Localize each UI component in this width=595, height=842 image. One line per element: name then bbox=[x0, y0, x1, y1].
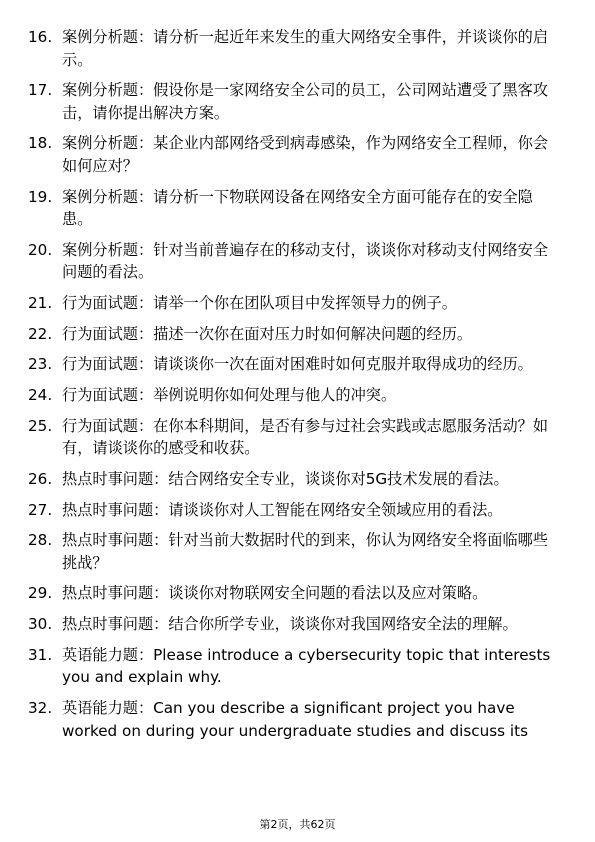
question-item bbox=[28, 613, 563, 636]
page-number: 第2页，共62页 bbox=[259, 818, 336, 831]
question-number: 27. bbox=[28, 500, 53, 519]
question-item bbox=[28, 353, 563, 376]
question-text: 热点时事问题：请谈谈你对人工智能在网络安全领域应用的看法。 bbox=[62, 500, 503, 519]
question-text: 行为面试题：在你本科期间，是否有参与过社会实践或志愿服务活动？如有，请谈谈你的感受和收获。 bbox=[62, 416, 548, 458]
question-number: 24. bbox=[28, 386, 53, 404]
question-number: 32. bbox=[28, 699, 53, 717]
question-text: 案例分析题：假设你是一家网络安全公司的员工，公司网站遭受了黑客攻击，请你提出解决方案。 bbox=[62, 81, 548, 122]
question-item bbox=[28, 79, 563, 124]
question-number: 22. bbox=[28, 324, 53, 343]
question-list bbox=[28, 26, 563, 750]
question-number: 28. bbox=[28, 531, 53, 550]
question-text: 行为面试题：请举一个你在团队项目中发挥领导力的例子。 bbox=[62, 293, 457, 312]
question-text: 行为面试题：描述一次你在面对压力时如何解决问题的经历。 bbox=[62, 324, 473, 343]
question-number: 21. bbox=[28, 293, 53, 312]
question-item bbox=[28, 529, 563, 574]
question-text: 英语能力题：Can you describe a significant project you have worked on during your undergraduate studies and discuss its bbox=[62, 699, 528, 740]
question-item bbox=[28, 415, 563, 460]
question-item bbox=[28, 132, 563, 177]
question-number: 17. bbox=[28, 81, 53, 100]
question-item bbox=[28, 186, 563, 231]
question-item bbox=[28, 468, 563, 491]
question-item bbox=[28, 582, 563, 605]
question-text: 英语能力题：Please introduce a cybersecurity topic that interests you and explain why. bbox=[62, 645, 551, 687]
question-item bbox=[28, 384, 563, 407]
question-number: 18. bbox=[28, 134, 53, 153]
question-item bbox=[28, 26, 563, 71]
question-number: 23. bbox=[28, 355, 53, 374]
question-text: 热点时事问题：结合你所学专业，谈谈你对我国网络安全法的理解。 bbox=[62, 615, 518, 634]
question-text: 热点时事问题：谈谈你对物联网安全问题的看法以及应对策略。 bbox=[62, 584, 488, 603]
question-number: 29. bbox=[28, 584, 53, 603]
page-footer bbox=[0, 818, 595, 832]
question-text: 案例分析题：请分析一起近年来发生的重大网络安全事件，并谈谈你的启示。 bbox=[62, 28, 548, 69]
question-item bbox=[28, 644, 563, 689]
question-number: 31. bbox=[28, 645, 53, 664]
question-item bbox=[28, 323, 563, 346]
question-number: 30. bbox=[28, 615, 53, 634]
question-item bbox=[28, 697, 563, 742]
question-text: 热点时事问题：结合网络安全专业，谈谈你对5G技术发展的看法。 bbox=[62, 469, 509, 488]
question-number: 20. bbox=[28, 240, 53, 259]
question-item bbox=[28, 499, 563, 522]
question-text: 案例分析题：某企业内部网络受到病毒感染，作为网络安全工程师，你会如何应对？ bbox=[62, 134, 548, 175]
question-text: 行为面试题：举例说明你如何处理与他人的冲突。 bbox=[62, 386, 397, 404]
question-text: 案例分析题：请分析一下物联网设备在网络安全方面可能存在的安全隐患。 bbox=[62, 187, 533, 229]
question-item bbox=[28, 239, 563, 284]
question-text: 案例分析题：针对当前普遍存在的移动支付，谈谈你对移动支付网络安全问题的看法。 bbox=[62, 240, 548, 282]
question-number: 25. bbox=[28, 416, 53, 435]
question-text: 行为面试题：请谈谈你一次在面对困难时如何克服并取得成功的经历。 bbox=[62, 355, 533, 374]
question-number: 26. bbox=[28, 469, 53, 488]
question-text: 热点时事问题：针对当前大数据时代的到来，你认为网络安全将面临哪些挑战？ bbox=[62, 531, 548, 572]
question-number: 19. bbox=[28, 187, 53, 206]
question-number: 16. bbox=[28, 28, 53, 46]
question-item bbox=[28, 292, 563, 315]
